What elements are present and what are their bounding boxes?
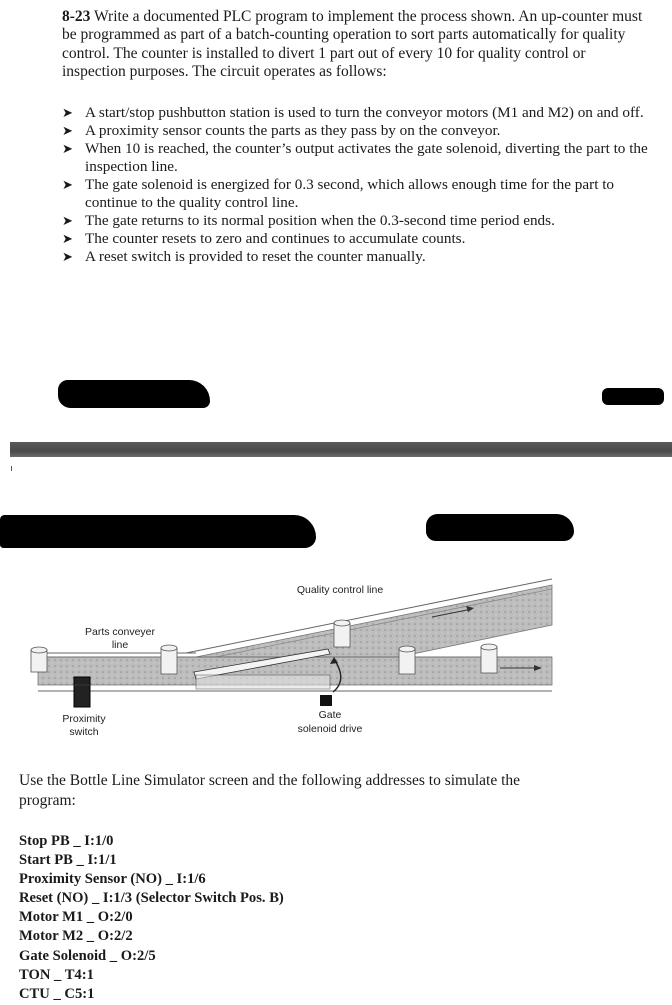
list-item: ➤ The gate returns to its normal position when the 0.3-second time period ends.: [62, 211, 555, 229]
redaction-mark: [58, 380, 210, 408]
address-list: [19, 832, 284, 1004]
address-item: CTU _ C5:1: [19, 985, 95, 1002]
problem-number: 8-23: [62, 8, 91, 25]
operation-list: [62, 104, 652, 266]
part: [31, 647, 47, 672]
redaction-mark: [0, 515, 316, 548]
address-item: TON _ T4:1: [19, 966, 94, 983]
part: [481, 644, 497, 673]
problem-text: Write a documented PLC program to implement the process shown. An up-counter must be programmed as part of a batch-counting operation to sort parts automatically for quality control. The counter is installed to divert 1 part out of every 10 for quality control or inspection purposes. The circuit operates as follows:: [62, 8, 643, 80]
problem-statement: [62, 8, 647, 81]
address-item: Proximity Sensor (NO) _ I:1/6: [19, 871, 206, 888]
list-item: ➤ A start/stop pushbutton station is used to turn the conveyor motors (M1 and M2) on and off.: [62, 104, 644, 121]
address-item: Start PB _ I:1/1: [19, 852, 117, 869]
gate-solenoid: [320, 695, 332, 706]
divider-mark: [11, 466, 12, 471]
arrow-bullet-icon: ➤: [62, 231, 73, 247]
address-item: Reset (NO) _ I:1/3 (Selector Switch Pos. B): [19, 890, 284, 907]
page-divider: [10, 442, 672, 457]
proximity-switch: [74, 677, 90, 707]
address-item: Motor M2 _ O:2/2: [19, 928, 133, 945]
arrow-bullet-icon: ➤: [62, 141, 73, 157]
proximity-label: Proximity: [62, 713, 106, 725]
part: [334, 620, 350, 647]
quality-control-conveyor: [196, 585, 552, 667]
address-item: Motor M1 _ O:2/0: [19, 909, 133, 926]
list-item: ➤ The gate solenoid is energized for 0.3 second, which allows enough time for the part to continue to the quality control line.: [62, 176, 615, 211]
conveyor-diagram: [0, 575, 672, 745]
part: [399, 646, 415, 674]
redaction-mark: [426, 514, 574, 541]
address-item: Stop PB _ I:1/0: [19, 833, 114, 849]
conveyor-label: Parts conveyer: [84, 626, 156, 638]
gate-label: solenoid drive: [297, 723, 363, 735]
arrow-bullet-icon: ➤: [62, 123, 73, 139]
list-item: ➤ A reset switch is provided to reset the counter manually.: [62, 248, 426, 266]
arrow-bullet-icon: ➤: [62, 212, 73, 228]
arrow-bullet-icon: ➤: [62, 105, 73, 120]
arrow-bullet-icon: ➤: [62, 177, 73, 193]
simulator-instructions: Use the Bottle Line Simulator screen and the following addresses to simulate the program:: [19, 772, 521, 809]
conveyor-label: line: [111, 639, 129, 651]
gate-label: Gate: [318, 709, 342, 721]
redaction-mark: [602, 388, 664, 405]
list-item: ➤ The counter resets to zero and continues to accumulate counts.: [62, 230, 466, 248]
part: [161, 645, 177, 674]
quality-line-label: Quality control line: [296, 584, 384, 596]
proximity-label: switch: [69, 726, 99, 738]
list-item: ➤ A proximity sensor counts the parts as they pass by on the conveyor.: [62, 122, 501, 140]
address-item: Gate Solenoid _ O:2/5: [19, 947, 156, 964]
arrow-bullet-icon: ➤: [62, 249, 73, 265]
list-item: ➤ When 10 is reached, the counter’s output activates the gate solenoid, diverting the part to the inspection line.: [62, 140, 648, 175]
